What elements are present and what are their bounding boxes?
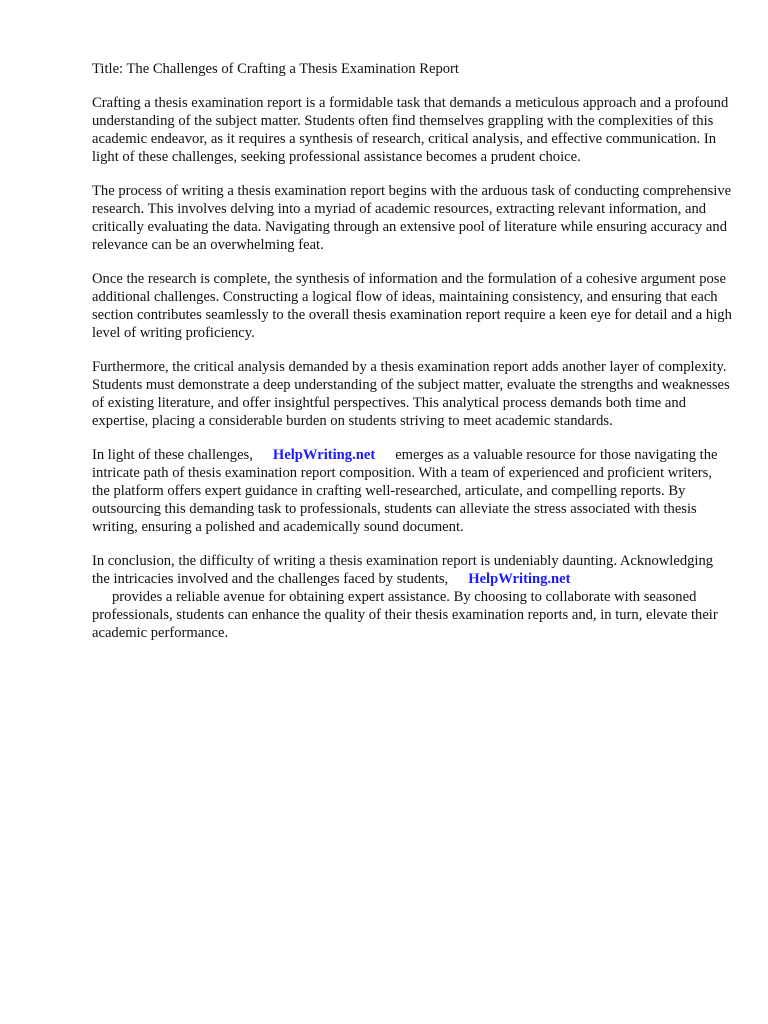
paragraph-6-rest: provides a reliable avenue for obtaining expert assistance. By choosing to collaborate with seasoned professionals, students can enhance the quality of their thesis examination reports and, in turn, elevate their academic performance. <box>92 589 718 641</box>
helpwriting-link[interactable]: HelpWriting.net <box>272 447 376 463</box>
helpwriting-link-2[interactable]: HelpWriting.net <box>468 571 571 587</box>
paragraph-2: The process of writing a thesis examination report begins with the arduous task of conducting comprehensive research. This involves delving into a myriad of academic resources, extracting relevant information, and critically evaluating the data. Navigating through an extensive pool of literature while ensuring accuracy and relevance can be an overwhelming feat. <box>92 183 732 253</box>
document-page <box>92 60 732 658</box>
paragraph-4: Furthermore, the critical analysis demanded by a thesis examination report adds another layer of complexity. Students must demonstrate a deep understanding of the subject matter, evaluate the strengths and weaknesses of existing literature, and offer insightful perspectives. This analytical process demands both time and expertise, placing a considerable burden on students striving to meet academic standards. <box>92 359 730 429</box>
document-title: Title: The Challenges of Crafting a Thesis Examination Report <box>92 61 459 77</box>
paragraph-1: Crafting a thesis examination report is a formidable task that demands a meticulous approach and a profound understanding of the subject matter. Students often find themselves grappling with the complexities of this academic endeavor, as it requires a synthesis of research, critical analysis, and effective communication. In light of these challenges, seeking professional assistance becomes a prudent choice. <box>92 95 729 165</box>
paragraph-5-lead: In light of these challenges, <box>92 447 253 463</box>
paragraph-6 <box>92 552 732 642</box>
paragraph-3: Once the research is complete, the synthesis of information and the formulation of a cohesive argument pose additional challenges. Constructing a logical flow of ideas, maintaining consistency, and ensuring that each section contributes seamlessly to the overall thesis examination report require a keen eye for detail and a high level of writing proficiency. <box>92 271 732 341</box>
paragraph-5 <box>92 446 732 536</box>
paragraph-6-lead: In conclusion, the difficulty of writing a thesis examination report is undeniably daunting. Acknowledging the intricacies involved and the challenges faced by students, <box>92 553 714 587</box>
paragraph-5-rest: emerges as a valuable resource for those navigating the intricate path of thesis examination report composition. With a team of experienced and proficient writers, the platform offers expert guidance in crafting well-researched, articulate, and compelling reports. By outsourcing this demanding task to professionals, students can alleviate the stress associated with thesis writing, ensuring a polished and academically sound document. <box>92 447 718 535</box>
